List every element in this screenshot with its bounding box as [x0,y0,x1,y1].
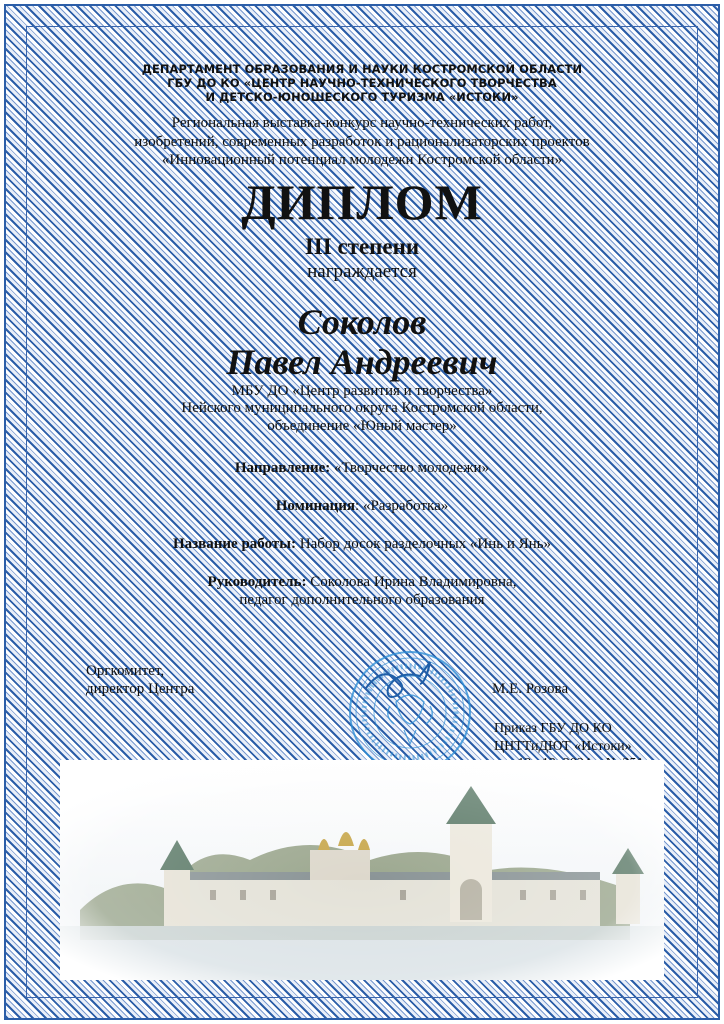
official-stamp-icon [346,648,474,776]
nomination-field: Номинация: «Разработка» [275,498,449,514]
recipient-given-names: Павел Андреевич [226,341,498,382]
contest-description: Региональная выставка-конкурс научно-технических работ, изобретений, современных разработок и рационализаторских проектов «Инновационный потенциал молодежи Костромской области» [134,115,590,168]
leader-field: Руководитель: Соколова Ирина Владимировна, педагог дополнительного образования [207,574,517,608]
order-reference: Приказ ГБУ ДО КО ЦНТТиДЮТ «Истоки» [494,721,632,754]
monastery-photo [60,760,664,980]
diploma-title: ДИПЛОМ [241,173,483,230]
signatory-position: Оргкомитет, директор Центра [86,663,195,697]
recipient-organization: МБУ ДО «Центр развития и творчества» Нейского муниципального округа Костромской области, объединение «Юный мастер» [181,382,543,434]
awarded-text: награждается [307,260,417,282]
diploma-body [40,62,684,609]
work-title-field: Название работы: Набор досок разделочных «Инь и Янь» [172,536,552,552]
department-header: ДЕПАРТАМЕНТ ОБРАЗОВАНИЯ И НАУКИ КОСТРОМСКОЙ ОБЛАСТИ ГБУ ДО КО «ЦЕНТР НАУЧНО-ТЕХНИЧЕСКОГО ТВОРЧЕСТВА И ДЕТСКО-ЮНОШЕСКОГО ТУРИЗМА «ИСТОКИ» [141,62,583,104]
diploma-degree: III степени [304,233,420,259]
director-name: М.Е. Розова [492,681,569,697]
recipient-surname: Соколов [297,301,427,342]
recipient-name [40,302,684,382]
direction-field: Направление: «Творчество молодежи» [234,460,490,476]
